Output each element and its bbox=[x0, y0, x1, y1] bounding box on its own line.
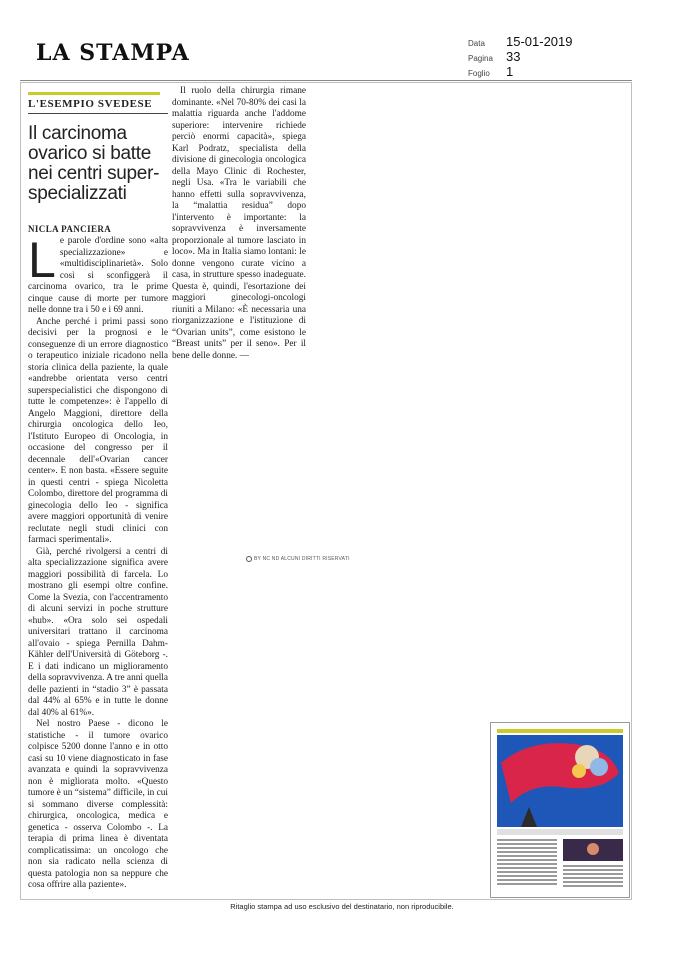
drop-cap: L bbox=[28, 232, 56, 288]
page-thumbnail bbox=[490, 722, 630, 898]
kicker-accent-bar bbox=[28, 92, 160, 95]
kicker-rule bbox=[28, 113, 168, 114]
article-paragraph-1 bbox=[28, 232, 168, 317]
meta-page-label: Pagina bbox=[468, 54, 493, 63]
license-credit bbox=[246, 556, 350, 562]
meta-sheet-label: Foglio bbox=[468, 69, 490, 78]
creative-commons-icon bbox=[246, 556, 252, 562]
article-column-2 bbox=[172, 86, 306, 362]
clipping-footer: Ritaglio stampa ad uso esclusivo del destinatario, non riproducibile. bbox=[230, 902, 454, 911]
newspaper-masthead: LA STAMPA bbox=[36, 40, 190, 66]
paragraph-1-text: e parole d'ordine sono «alta specializzazione» e «multidisciplinarietà». Solo così si sconfiggerà il carcinoma ovarico, tra le prime cinque cause di morte per tumore nelle donne tra i 50 e i 69 anni. bbox=[28, 236, 168, 315]
meta-sheet-row bbox=[468, 64, 573, 79]
meta-sheet-value: 1 bbox=[506, 64, 514, 79]
license-credit-text: BY NC ND ALCUNI DIRITTI RISERVATI bbox=[254, 556, 350, 562]
article-paragraph-2: Anche perché i primi passi sono decisivi per la prognosi e le conseguenze di un errore diagnostico o terapeutico iniziale ricadono nella storia clinica della paziente, la quale «andrebbe orientata verso centri superspecialistici che dispongono di tutte le competenze»: è l'appello di Angelo Maggioni, direttore della chirurgia oncologica dello Ieo, l'Istituto Europeo di Oncologia, in occasione del congresso per il decennale dell'«Ovarian cancer center». E non basta. «Essere seguite in questi centri - spiega Nicoletta Colombo, direttore del programma di ginecologia dello Ieo - significa avere maggiori opportunità di venire reclutate negli studi clinici con farmaci sperimentali». bbox=[28, 316, 168, 545]
article-headline: Il carcinoma ovarico si batte nei centri super-specializzati bbox=[28, 123, 160, 204]
article-column-1 bbox=[28, 232, 169, 892]
meta-date-row bbox=[468, 34, 573, 49]
meta-date-value: 15-01-2019 bbox=[506, 34, 573, 49]
page-thumbnail-image bbox=[491, 723, 629, 897]
article-byline: NICLA PANCIERA bbox=[28, 224, 112, 234]
header-rule bbox=[20, 80, 632, 81]
article-paragraph-3: Già, perché rivolgersi a centri di alta specializzazione significa avere maggiori possibilità di farcela. Lo mostrano gli esempi oltre confine. Come la Svezia, con l'accentramento di alcuni servizi in poche strutture «hub». «Ora solo sei ospedali universitari trattano il carcinoma all'ovaio - spiega Pernilla Dahm-Kähler dell'Università di Göteborg -. E i dati indicano un miglioramento della sopravvivenza. A tre anni quella delle pazienti in “stadio 3” è passata dal 44% al 65% e in tutte le donne dal 40% al 61%». bbox=[28, 546, 168, 718]
article-paragraph-4: Nel nostro Paese - dicono le statistiche - il tumore ovarico colpisce 5200 donne l'anno e in otto casi su 10 viene diagnosticato in fase avanzata e quindi la sopravvivenza non è migliorata molto. «Questo tumore è un “sistema” difficile, in cui si sommano diverse complessità: chirurgica, oncologica, medica e genetica - osserva Colombo -. La terapia di prima linea è diventata complicatissima: un oncologo che non sia radicato nella scienza di questa patologia non sa neppure che cosa offrire alla paziente». bbox=[28, 719, 169, 890]
meta-page-row bbox=[468, 49, 573, 64]
article-kicker: L'ESEMPIO SVEDESE bbox=[28, 98, 153, 110]
meta-page-value: 33 bbox=[506, 49, 521, 64]
clipping-metadata bbox=[468, 34, 573, 79]
article-paragraph-5: Il ruolo della chirurgia rimane dominante. «Nel 70-80% dei casi la malattia riguarda anche l'addome superiore: intervenire richiede perciò enormi capacità», spiega Karl Podratz, specialista della divisione di ginecologia oncologica della Mayo Clinic di Rochester, negli Usa. «Tra le variabili che hanno effetti sulla sopravvivenza, la “malattia residua” dopo l'intervento è importante: la sopravvivenza è inversamente proporzionale al tumore lasciato in loco». Ma in Italia siamo lontani: le donne vengono curate vicino a casa, in strutture spesso inadeguate. Questa è, quindi, l'esortazione dei maggiori ginecologi-oncologi riuniti a Milano: «È necessaria una riorganizzazione e l'istituzione di “Ovarian units”, come esistono le “Breast units” per il seno». Per il bene delle donne. — bbox=[172, 86, 306, 361]
meta-date-label: Data bbox=[468, 39, 485, 48]
